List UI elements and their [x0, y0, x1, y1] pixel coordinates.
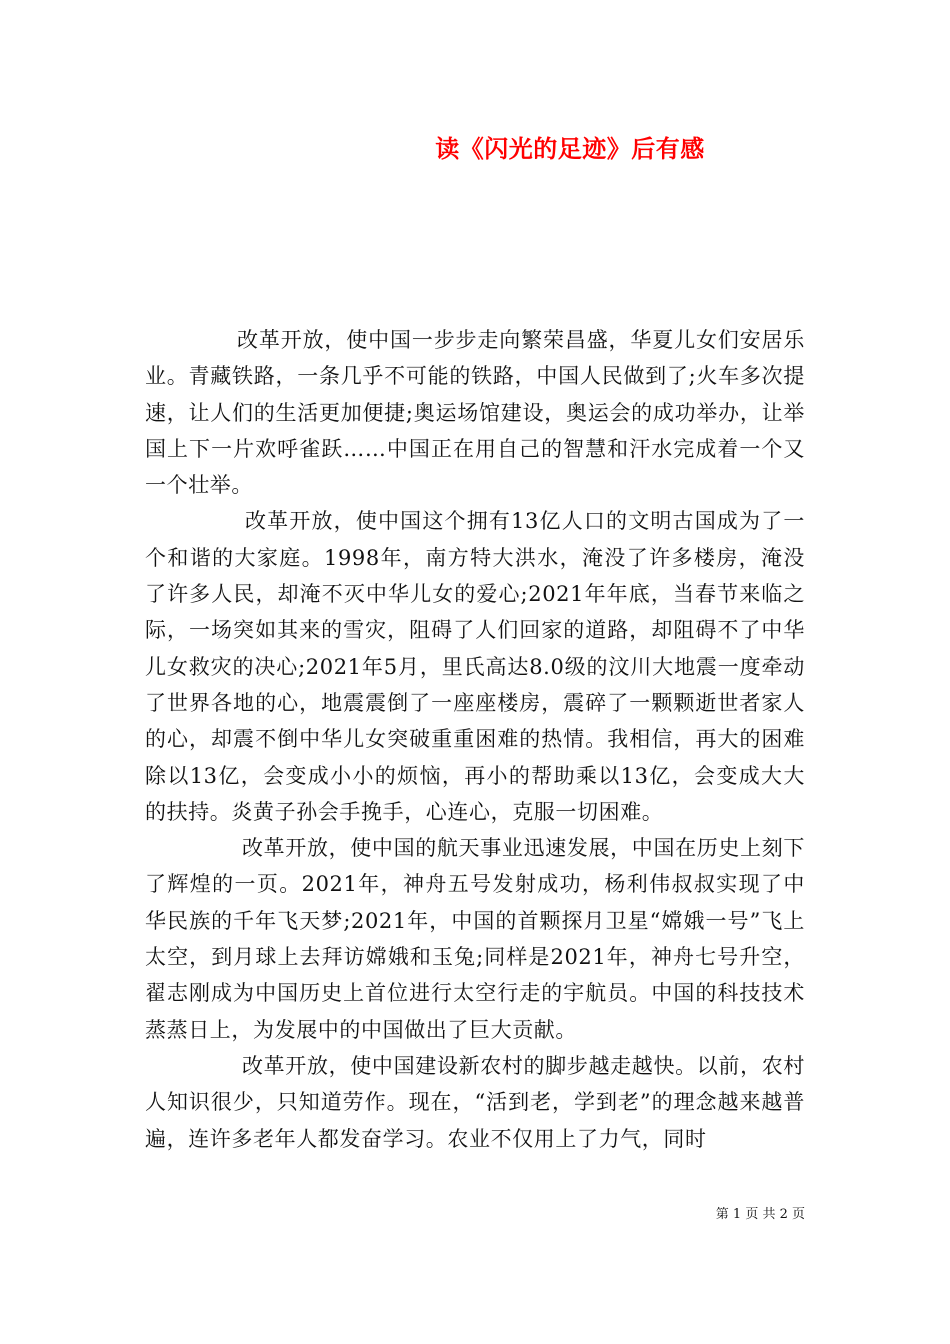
paragraph-1	[145, 322, 805, 503]
paragraph-4	[145, 1048, 805, 1157]
paragraph-1-text: 改革开放，使中国一步步走向繁荣昌盛，华夏儿女们安居乐业。青藏铁路，一条几乎不可能的铁路，中国人民做到了;火车多次提速，让人们的生活更加便捷;奥运场馆建设，奥运会的成功举办，让举国上下一片欢呼雀跃……中国正在用自己的智慧和汗水完成着一个又一个壮举。	[145, 328, 805, 498]
document-body	[145, 322, 805, 1157]
paragraph-2	[145, 503, 805, 830]
document-title: 读《闪光的足迹》后有感	[435, 134, 705, 163]
paragraph-3	[145, 830, 805, 1048]
paragraph-2-text: 改革开放，使中国这个拥有13亿人口的文明古国成为了一个和谐的大家庭。1998年，南方特大洪水，淹没了许多楼房，淹没了许多人民，却淹不灭中华儿女的爱心;2021年年底，当春节来临之际，一场突如其来的雪灾，阻碍了人们回家的道路，却阻碍不了中华儿女救灾的决心;2021年5月，里氏高达8.0级的汶川大地震一度牵动了世界各地的心，地震震倒了一座座楼房，震碎了一颗颗逝世者家人的心，却震不倒中华儿女突破重重困难的热情。我相信，再大的困难除以13亿，会变成小小的烦恼，再小的帮助乘以13亿，会变成大大的扶持。炎黄子孙会手挽手，心连心，克服一切困难。	[145, 509, 805, 824]
paragraph-4-text: 改革开放，使中国建设新农村的脚步越走越快。以前，农村人知识很少，只知道劳作。现在，“活到老，学到老”的理念越来越普遍，连许多老年人都发奋学习。农业不仅用上了力气，同时	[145, 1053, 805, 1151]
paragraph-3-text: 改革开放，使中国的航天事业迅速发展，中国在历史上刻下了辉煌的一页。2021年，神舟五号发射成功，杨利伟叔叔实现了中华民族的千年飞天梦;2021年，中国的首颗探月卫星“嫦娥一号”飞上太空，到月球上去拜访嫦娥和玉兔;同样是2021年，神舟七号升空，翟志刚成为中国历史上首位进行太空行走的宇航员。中国的科技技术蒸蒸日上，为发展中的中国做出了巨大贡献。	[145, 836, 805, 1042]
page-footer: 第 1 页 共 2 页	[715, 1207, 805, 1222]
